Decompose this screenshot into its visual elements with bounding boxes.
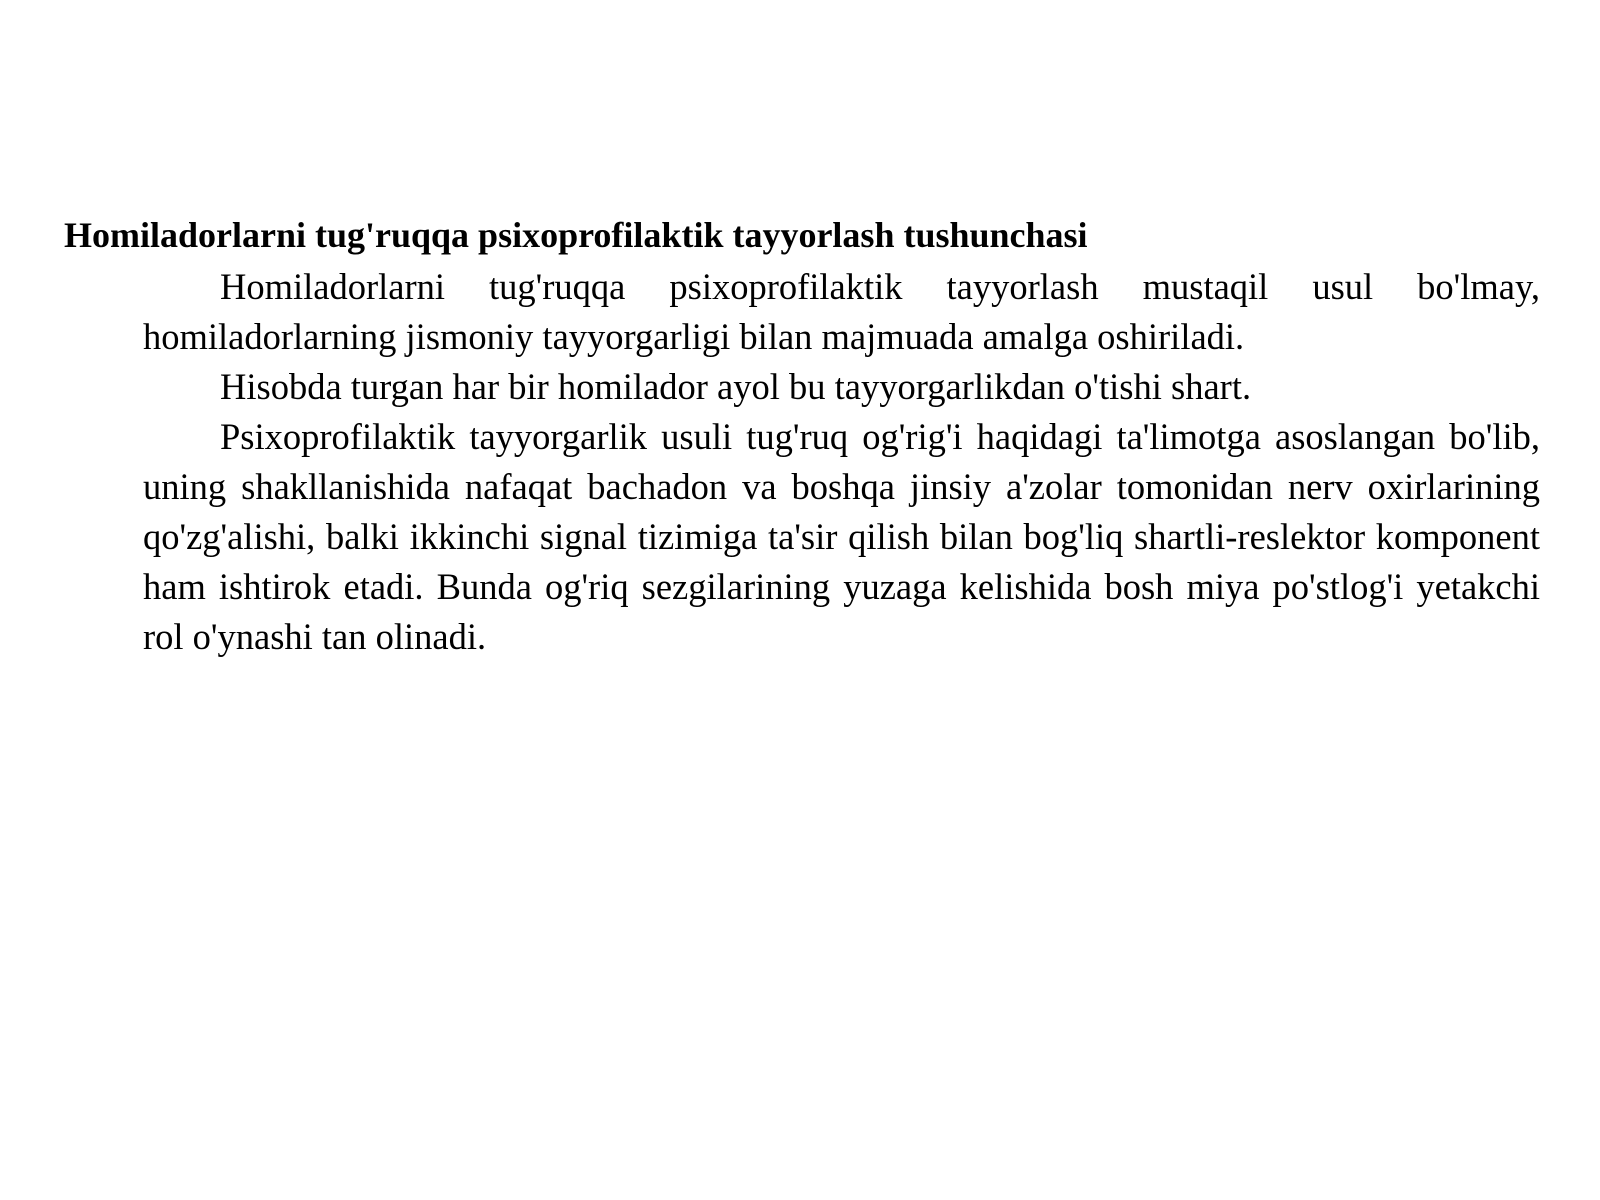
paragraph-3: Psixoprofilaktik tayyorgarlik usuli tug'ruq og'rig'i haqidagi ta'limotga asoslangan bo'lib, uning shakllanishida nafaqat bachadon va boshqa jinsiy a'zolar tomonidan nerv oxirlarining qo'zg'alishi, balki ikkinchi signal tizimiga ta'sir qilish bilan bog'liq shartli-reslektor komponent ham ishtirok etadi. Bunda og'riq sezgilarining yuzaga kelishida bosh miya po'stlog'i yetakchi rol o'ynashi tan olinadi. — [143, 416, 1540, 657]
section-heading: Homiladorlarni tug'ruqqa psixoprofilaktik tayyorlash tushunchasi — [64, 215, 1088, 255]
paragraph-2: Hisobda turgan har bir homilador ayol bu tayyorgarlikdan o'tishi shart. — [220, 366, 1252, 407]
paragraph-1: Homiladorlarni tug'ruqqa psixoprofilaktik tayyorlash mustaqil usul bo'lmay, homiladorlarning jismoniy tayyorgarligi bilan majmuada amalga oshiriladi. — [143, 266, 1540, 357]
body-text — [143, 262, 1540, 662]
